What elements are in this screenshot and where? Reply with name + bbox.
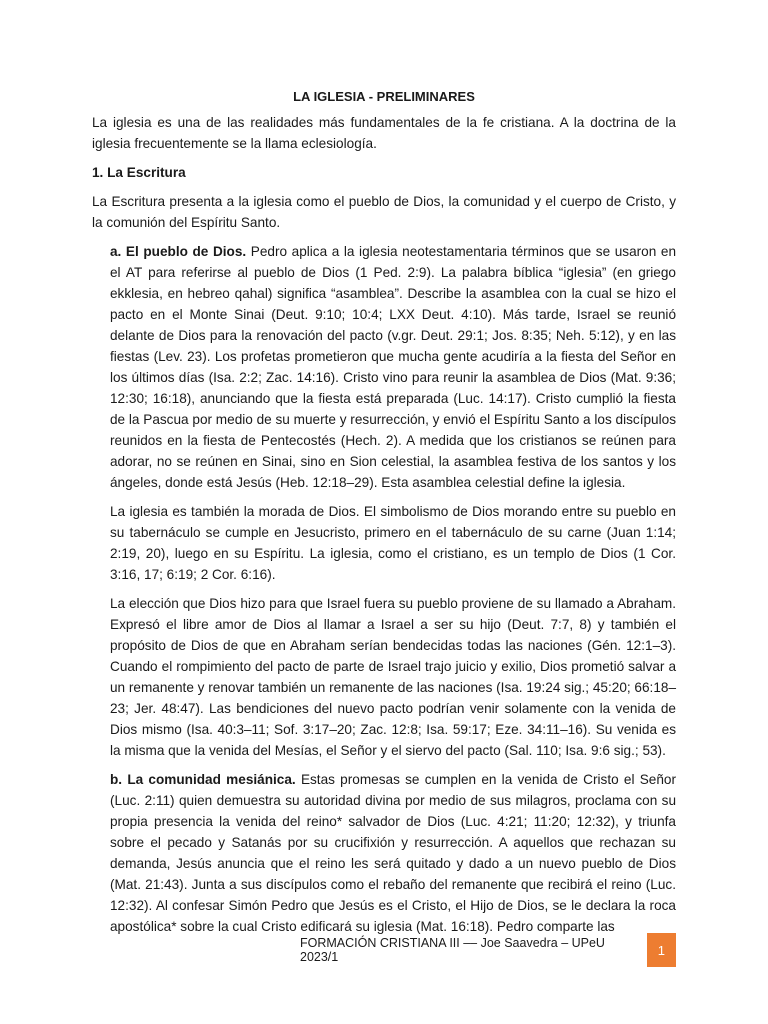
paragraph-dwelling: La iglesia es también la morada de Dios. El simbolismo de Dios morando entre su pueblo en su tabernáculo se cumple en Jesucristo, primero en el tabernáculo de su carne (Juan 1:14; 2:19, 20), luego en su Espíritu. La iglesia, como el cristiano, es un templo de Dios (1 Cor. 3:16, 17; 6:19; 2 Cor. 6:16). [110,504,676,582]
paragraph-election: La elección que Dios hizo para que Israel fuera su pueblo proviene de su llamado a Abraham. Expresó el libre amor de Dios al llamar a Israel a ser su hijo (Deut. 7:7, 8) y también el propósito de Dios de que en Abraham serían bendecidas todas las naciones (Gén. 12:1–3). Cuando el rompimiento del pacto de parte de Israel trajo juicio y exilio, Dios prometió salvar a un remanente y renovar también un remanente de las naciones (Isa. 19:24 sig.; 45:20; 66:18–23; Jer. 48:47). Las bendiciones del nuevo pacto podrían venir solamente con la venida de Dios mismo (Isa. 40:3–11; Sof. 3:17–20; Zac. 12:8; Isa. 59:17; Eze. 34:11–16). Su venida es la misma que la venida del Mesías, el Señor y el siervo del pacto (Sal. 110; Isa. 9:6 sig.; 53). [110,596,677,758]
footer-text: FORMACIÓN CRISTIANA III –– Joe Saavedra – UPeU 2023/1 [300,936,605,964]
page-footer [300,933,676,967]
document-body [92,88,676,945]
subsection-a-paragraph [92,241,676,493]
intro-paragraph: La iglesia es una de las realidades más fundamentales de la fe cristiana. A la doctrina de la iglesia frecuentemente se la llama eclesiología. [92,115,676,151]
subsection-b-text: Estas promesas se cumplen en la venida de Cristo el Señor (Luc. 2:11) quien demuestra su autoridad divina por medio de sus milagros, proclama con su propia presencia la venida del reino* salvador de Dios (Luc. 4:21; 11:20; 12:32), y triunfa sobre el pecado y Satanás por su crucifixión y resurrección. A aquellos que rechazan su demanda, Jesús anuncia que el reino les será quitado y dado a un nuevo pueblo de Dios (Mat. 21:43). Junta a sus discípulos como el rebaño del remanente que recibirá el reino (Luc. 12:32). Al confesar Simón Pedro que Jesús es el Cristo, el Hijo de Dios, se le declara la roca apostólica* sobre la cual Cristo edificará su iglesia (Mat. 16:18). Pedro comparte las [110,772,676,934]
section-heading: 1. La Escritura [92,165,186,180]
subsection-a-lead: a. El pueblo de Dios. [110,244,247,259]
page-number-badge: 1 [647,933,676,967]
section-intro-paragraph: La Escritura presenta a la iglesia como el pueblo de Dios, la comunidad y el cuerpo de Cristo, y la comunión del Espíritu Santo. [92,194,676,230]
subsection-b-paragraph [92,769,676,937]
subsection-a-text: Pedro aplica a la iglesia neotestamentaria términos que se usaron en el AT para referirse al pueblo de Dios (1 Ped. 2:9). La palabra bíblica “iglesia” (en griego ekklesia, en hebreo qahal) significa “asamblea”. Describe la asamblea con la cual se hizo el pacto en el Monte Sinai (Deut. 9:10; 10:4; LXX Deut. 4:10). Más tarde, Israel se reunió delante de Dios para la renovación del pacto (v.gr. Deut. 29:1; Jos. 8:35; Neh. 5:12), y en las fiestas (Lev. 23). Los profetas prometieron que mucha gente acudiría a la fiesta del Señor en los últimos días (Isa. 2:2; Zac. 14:16). Cristo vino para reunir la asamblea de Dios (Mat. 9:36; 12:30; 16:18), anunciando que la fiesta está preparada (Luc. 14:17). Cristo cumplió la fiesta de la Pascua por medio de su muerte y resurrección, y envió el Espíritu Santo a los discípulos reunidos en la fiesta de Pentecostés (Hech. 2). A medida que los cristianos se reúnen para adorar, no se reúnen en Sinai, sino en Sion celestial, la asamblea festiva de los santos y los ángeles, donde está Jesús (Heb. 12:18–29). Esta asamblea celestial define la iglesia. [110,244,677,490]
subsection-b-lead: b. La comunidad mesiánica. [110,772,296,787]
document-title: LA IGLESIA - PRELIMINARES [293,89,475,104]
